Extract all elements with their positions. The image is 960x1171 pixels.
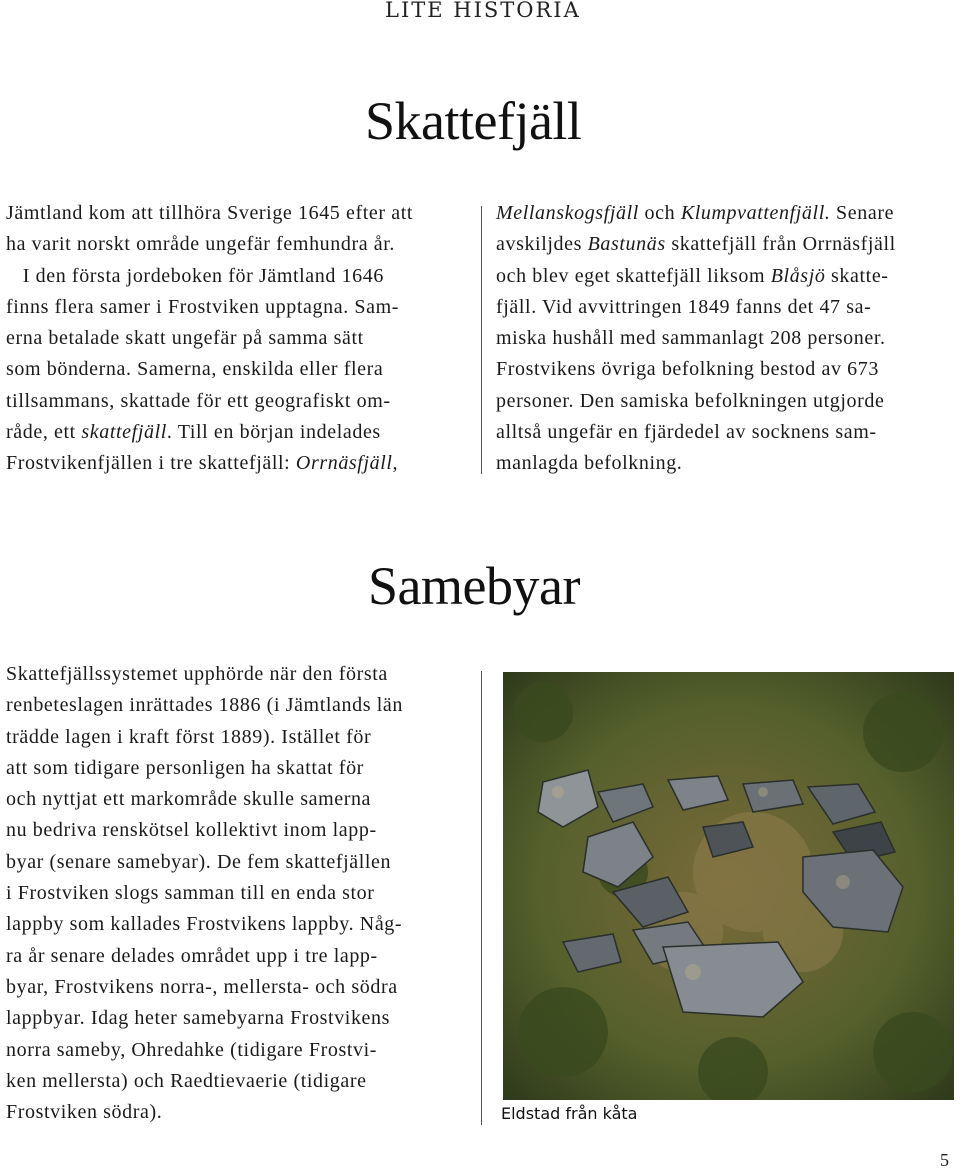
text-line: trädde lagen i kraft först 1889). Istället för xyxy=(6,725,372,748)
text-line: Frostvikenfjällen i tre skattefjäll: Orrnäsfjäll, xyxy=(6,452,399,475)
text-line: nu bedriva renskötsel kollektivt inom lapp- xyxy=(6,819,377,842)
text-line: Mellanskogsfjäll och Klumpvattenfjäll. Senare xyxy=(496,202,895,224)
text-line: att som tidigare personligen ha skattat för xyxy=(6,756,364,779)
page-number: 5 xyxy=(940,1150,949,1170)
text-line: finns flera samer i Frostviken upptagna. Sam- xyxy=(6,295,400,318)
paragraph-skattefjall-right xyxy=(496,198,956,480)
text-line: lappbyar. Idag heter samebyarna Frostvikens xyxy=(6,1007,391,1030)
text-line: miska hushåll med sammanlagt 208 personer. xyxy=(496,327,886,350)
text-line: fjäll. Vid avvittringen 1849 fanns det 47 sa- xyxy=(496,295,872,318)
column-divider xyxy=(481,671,482,1125)
paragraph-samebyar xyxy=(6,659,468,1128)
text-line: personer. Den samiska befolkningen utgjorde xyxy=(496,389,885,412)
text-line: byar (senare samebyar). De fem skattefjällen xyxy=(6,850,392,873)
text-line: som bönderna. Samerna, enskilda eller flera xyxy=(6,358,384,381)
text-line: lappby som kallades Frostvikens lappby. Någ- xyxy=(6,913,403,936)
column-divider xyxy=(481,206,482,474)
text-line: råde, ett skattefjäll. Till en början indelades xyxy=(6,421,381,444)
title-samebyar: Samebyar xyxy=(368,556,580,616)
text-line: erna betalade skatt ungefär på samma sätt xyxy=(6,327,364,350)
text-line: ra år senare delades området upp i tre lapp- xyxy=(6,944,378,967)
photo-caption: Eldstad från kåta xyxy=(501,1104,638,1123)
text-line: Frostviken södra). xyxy=(6,1101,163,1124)
text-line: avskiljdes Bastunäs skattefjäll från Orrnäsfjäll xyxy=(496,233,896,256)
text-line: ha varit norskt område ungefär femhundra år. xyxy=(6,233,396,256)
text-line: ken mellersta) och Raedtievaerie (tidigare xyxy=(6,1069,367,1092)
text-line: I den första jordeboken för Jämtland 1646 xyxy=(6,264,384,287)
paragraph-skattefjall-left xyxy=(6,198,468,480)
text-line: tillsammans, skattade för ett geografiskt om- xyxy=(6,389,391,412)
text-line: norra sameby, Ohredahke (tidigare Frostvi- xyxy=(6,1038,378,1061)
section-label: LITE HISTORIA xyxy=(385,0,581,22)
text-line: renbeteslagen inrättades 1886 (i Jämtlands län xyxy=(6,694,403,717)
text-line: Frostvikens övriga befolkning bestod av 673 xyxy=(496,358,879,381)
text-line: och blev eget skattefjäll liksom Blåsjö skatte- xyxy=(496,264,889,287)
text-line: Skattefjällssystemet upphörde när den första xyxy=(6,663,388,685)
text-line: och nyttjat ett markområde skulle samerna xyxy=(6,788,372,811)
text-line: byar, Frostvikens norra-, mellersta- och södra xyxy=(6,975,398,998)
text-line: i Frostviken slogs samman till en enda stor xyxy=(6,882,375,905)
text-line: manlagda befolkning. xyxy=(496,452,683,475)
text-line: alltså ungefär en fjärdedel av socknens sam- xyxy=(496,421,877,444)
title-skattefjall: Skattefjäll xyxy=(365,91,582,151)
hearth-photo xyxy=(503,672,954,1100)
text-line: Jämtland kom att tillhöra Sverige 1645 efter att xyxy=(6,202,414,224)
